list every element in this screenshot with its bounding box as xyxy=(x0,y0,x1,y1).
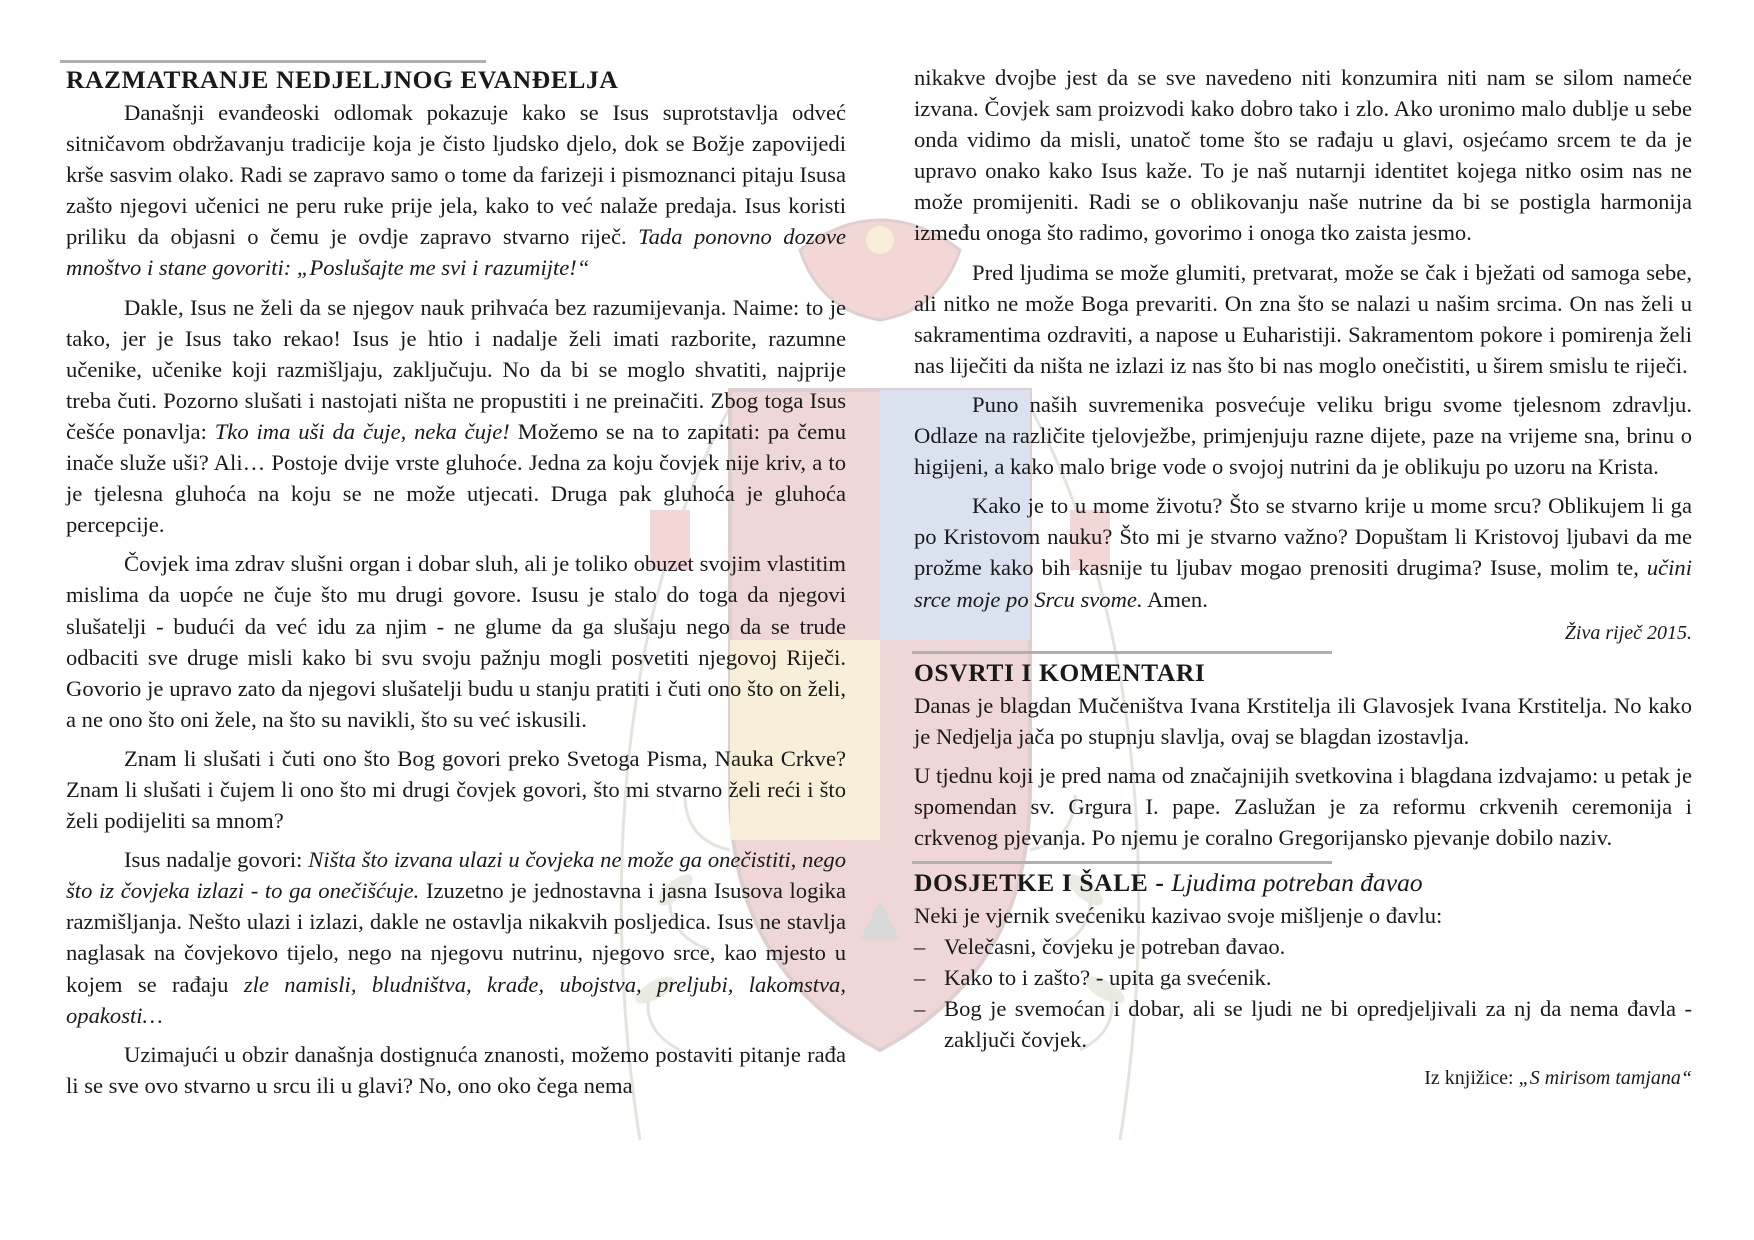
paragraph: Čovjek ima zdrav slušni organ i dobar sluh, ali je toliko obuzet svojim vlastitim mislima da uopće ne čuje što mu drugi govore. Isusu je stalo do toga da njegovi slušatelji - budući da već idu za njim - ne glume da ga slušaju nego da se trude odbaciti sve druge misli kako bi svu svoju pažnju mogli posvetiti njegovoj Riječi. Govorio je upravo zato da njegovi slušatelji budu u stanju pratiti i čuti ono što on želi, a ne ono što oni žele, na što su navikli, što su već iskusili. xyxy=(66,551,846,732)
joke-intro: Neki je vjernik svećeniku kazivao svoje mišljenje o đavlu: xyxy=(914,903,1443,929)
heading-rule xyxy=(912,861,1332,864)
paragraph: Uzimajući u obzir današnja dostignuća znanosti, možemo postaviti pitanje rađa li se sve ovo stvarno u srcu ili u glavi? No, ono oko čega nema xyxy=(66,1041,846,1098)
paragraph-text: Možemo se na to zapitati: pa čemu inače služe uši? Ali… Postoje dvije vrste gluhoće. Jedna za koju čovjek nije kriv, a to je tjelesna gluhoća na koju se ne može utjecati. Druga pak gluhoća je gluhoća percepcije. xyxy=(66,418,847,538)
paragraph xyxy=(66,844,846,1031)
jokes-heading xyxy=(914,866,1692,900)
scripture-quote: zle namisli, bludništva, krađe, ubojstva, preljubi, lakomstva, opakosti… xyxy=(66,971,846,1028)
left-column xyxy=(66,60,846,1109)
paragraph: nikakve dvojbe jest da se sve navedeno niti konzumira niti nam se silom nameće izvana. Čovjek sam proizvodi kako dobro tako i zlo. Ako uronimo malo dublje u sebe onda vidimo da misli, unatoč tome što se rađaju u glavi, osjećamo srcem te da je upravo onako kako Isus kaže. To je naš nutarnji identitet kojega nitko osim nas ne može promijeniti. Radi se o oblikovanju naše nutrine da bi se postigla harmonija između onoga što radimo, govorimo i onoga tko zaista jesmo. xyxy=(914,65,1692,246)
paragraph: Znam li slušati i čuti ono što Bog govori preko Svetoga Pisma, Nauka Crkve? Znam li slušati i čujem li ono što mi drugi čovjek govori, što mi stvarno želi reći i što želi podijeliti sa mnom? xyxy=(66,745,846,834)
scripture-quote: Ništa što izvana ulazi u čovjeka ne može ga onečistiti, nego što iz čovjeka izlazi - to ga onečišćuje. xyxy=(66,847,846,904)
jokes-heading-subtitle: Ljudima potreban đavao xyxy=(1171,868,1423,898)
paragraph: Puno naših suvremenika posvećuje veliku brigu svome tjelesnom zdravlju. Odlaze na različite tjelovježbe, primjenjuju razne dijete, paze na vrijeme sna, brinu o higijeni, a kako malo brige vode o svojoj nutrini da je oblikuju po uzoru na Krista. xyxy=(914,391,1692,480)
paragraph xyxy=(914,490,1692,614)
source-prefix: Iz knjižice: xyxy=(1424,1066,1519,1089)
paragraph: Pred ljudima se može glumiti, pretvarat, može se čak i bježati od samoga sebe, ali nitko ne može Boga prevariti. On zna što se nalazi u našim srcima. On nas želi u sakramentima ozdraviti, a napose u Euharistiji. Sakramentom pokore i pomirenja želi nas liječiti da ništa ne izlazi iz nas što bi nas moglo onečistiti, u širem smislu te riječi. xyxy=(914,259,1692,378)
paragraph-text: Današnji evanđeoski odlomak pokazuje kako se Isus suprotstavlja odveć sitničavom obdržavanju tradicije koja je čisto ljudsko djelo, dok se Božje zapovijedi krše sasvim olako. Radi se zapravo samo o tome da farizeji i pismoznanci pitaju Isusa zašto njegovi učenici ne peru ruke prije jela, kako to već nalaže predaja. Isus koristi priliku da objasni o čemu je ovdje zapravo stvarno riječ. xyxy=(66,100,846,250)
paragraph xyxy=(66,292,846,541)
jokes-heading-separator: - xyxy=(1148,868,1172,898)
right-column xyxy=(914,62,1692,1092)
comments-heading: OSVRTI I KOMENTARI xyxy=(914,657,1206,687)
paragraph: U tjednu koji je pred nama od značajnijih svetkovina i blagdana izdvajamo: u petak je spomendan sv. Grgura I. pape. Zaslužan je za reformu crkvenih ceremonija i crkvenog pjevanja. Po njemu je coralno Gregorijansko pjevanje dobilo naziv. xyxy=(914,762,1692,850)
source-citation: Živa riječ 2015. xyxy=(1564,621,1692,644)
dialogue-line: – Velečasni, čovjeku je potreban đavao. xyxy=(914,931,1692,962)
paragraph-text: Kako je to u mome životu? Što se stvarno krije u mome srcu? Oblikujem li ga po Kristovom nauku? Što mi je stvarno važno? Dopuštam li Kristovoj ljubavi da me prožme kako bih kasnije tu ljubav mogao prenositi drugima? Isuse, molim te, xyxy=(914,493,1692,581)
scripture-quote: Tko ima uši da čuje, neka čuje! xyxy=(214,418,510,444)
joke-dialogue xyxy=(914,931,1692,1055)
source-citation xyxy=(914,1064,1692,1092)
gospel-reflection-heading: RAZMATRANJE NEDJELJNOG EVANĐELJA xyxy=(66,65,619,94)
paragraph-text: Amen. xyxy=(1142,586,1208,612)
heading-rule xyxy=(912,651,1332,654)
source-title: „S mirisom tamjana“ xyxy=(1518,1066,1692,1089)
dialogue-line: – Kako to i zašto? - upita ga svećenik. xyxy=(914,962,1692,993)
scripture-quote: Tada ponovno dozove mnoštvo i stane govoriti: „Poslušajte me svi i razumijte!“ xyxy=(66,224,847,281)
paragraph-text: Izuzetno je jednostavna i jasna Isusova logika razmišljanja. Nešto ulazi i izlazi, dakle ne ostavlja nikakvih posljedica. Isus ne stavlja naglasak na čovjekovo tijelo, nego na njegovu nutrinu, njegovo srce, kao mjesto u kojem se rađaju xyxy=(66,878,846,997)
jokes-heading-title: DOSJETKE I ŠALE xyxy=(914,868,1149,898)
paragraph xyxy=(66,97,846,284)
paragraph-text: Dakle, Isus ne želi da se njegov nauk prihvaća bez razumijevanja. Naime: to je tako, jer je Isus tako rekao! Isus je htio i nadalje želi imati razborite, razumne učenike, učenike koji razmišljaju, zaključuju. No da bi se moglo shvatiti, najprije treba čuti. Pozorno slušati i nastojati ništa ne propustiti i ne preinačiti. Zbog toga Isus češće ponavlja: xyxy=(66,294,846,444)
prayer-quote: učini srce moje po Srcu svome. xyxy=(914,555,1692,612)
paragraph-text: Isus nadalje govori: xyxy=(124,847,309,873)
dialogue-line: – Bog je svemoćan i dobar, ali se ljudi ne bi opredjeljivali za nj da nema đavla - zaključi čovjek. xyxy=(914,993,1692,1055)
paragraph: Danas je blagdan Mučeništva Ivana Krstitelja ili Glavosjek Ivana Krstitelja. No kako je Nedjelja jača po stupnju slavlja, ovaj se blagdan izostavlja. xyxy=(914,692,1692,749)
